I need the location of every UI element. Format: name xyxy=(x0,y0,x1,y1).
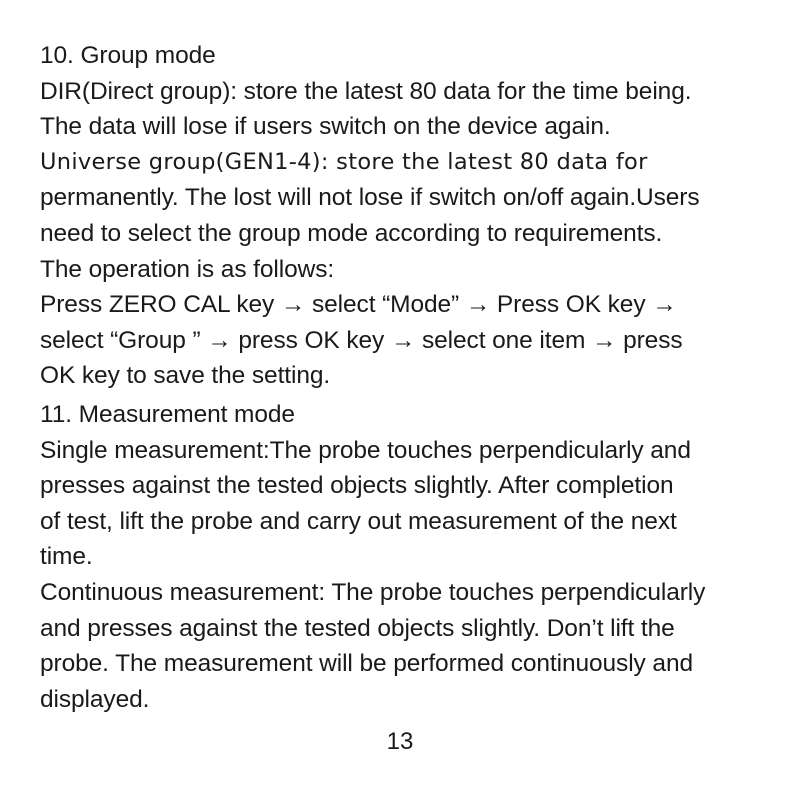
section-measurement-mode xyxy=(40,397,755,717)
paragraph-line: Single measurement:The probe touches perpendicularly and xyxy=(40,436,691,464)
manual-page xyxy=(40,38,755,717)
paragraph-line: select “Group ” → press OK key → select one item → press xyxy=(40,326,683,354)
paragraph-line: permanently. The lost will not lose if switch on/off again.Users xyxy=(40,184,700,212)
paragraph-line: of test, lift the probe and carry out measurement of the next xyxy=(40,507,677,535)
paragraph-line: probe. The measurement will be performed continuously and xyxy=(40,650,693,678)
paragraph-line: The operation is as follows: xyxy=(40,255,335,283)
paragraph-line: Universe group(GEN1-4): store the latest 80 data for xyxy=(40,148,648,175)
section-heading: 10. Group mode xyxy=(40,42,216,69)
section-heading: 11. Measurement mode xyxy=(40,400,295,428)
paragraph-line: OK key to save the setting. xyxy=(40,362,331,390)
page-number: 13 xyxy=(386,728,414,755)
section-group-mode xyxy=(40,38,755,394)
paragraph-line: presses against the tested objects slightly. After completion xyxy=(40,472,674,500)
paragraph-line: Press ZERO CAL key → select “Mode” → Press OK key → xyxy=(40,291,677,319)
paragraph-line: time. xyxy=(40,543,93,571)
paragraph-line: Continuous measurement: The probe touches perpendicularly xyxy=(40,578,706,606)
paragraph-line: DIR(Direct group): store the latest 80 data for the time being. xyxy=(40,77,692,105)
paragraph-line: need to select the group mode according to requirements. xyxy=(40,219,663,247)
paragraph-line: and presses against the tested objects slightly. Don’t lift the xyxy=(40,614,675,642)
paragraph-line: The data will lose if users switch on the device again. xyxy=(40,113,611,141)
paragraph-line: displayed. xyxy=(40,685,150,713)
